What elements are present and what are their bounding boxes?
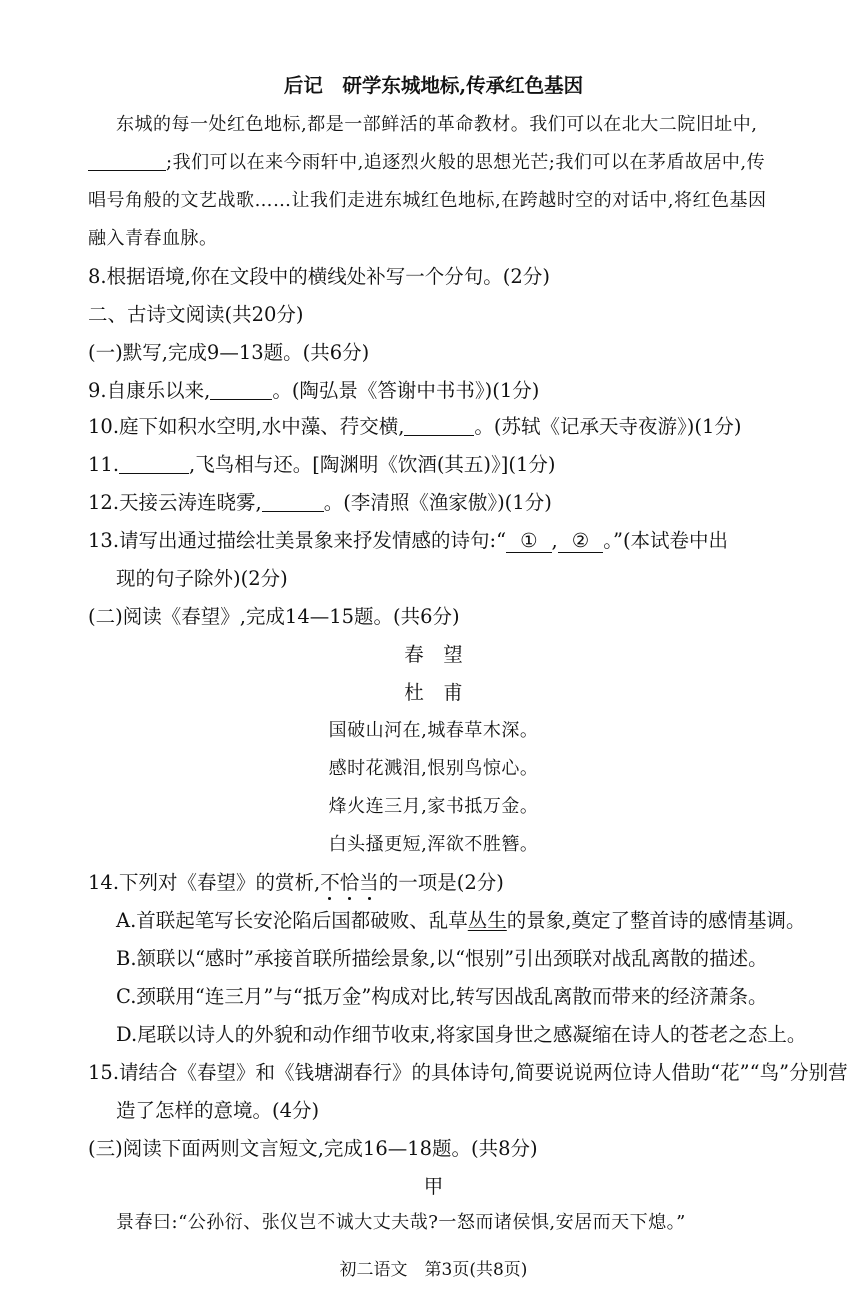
paragraph-line: 东城的每一处红色地标,都是一部鲜活的革命教材。我们可以在北大二院旧址中, — [116, 114, 758, 135]
subsection-heading: (二)阅读《春望》,完成14—15题。(共6分) — [88, 605, 460, 628]
poem-title: 春 望 — [404, 643, 463, 666]
question-12: 12.天接云涛连晓雾, 。(李清照《渔家傲》)(1分) — [88, 491, 552, 514]
fill-blank[interactable] — [119, 453, 189, 474]
question-14: 14.下列对《春望》的赏析,不恰当的一项是(2分) — [88, 871, 504, 894]
question-15-cont: 造了怎样的意境。(4分) — [116, 1099, 320, 1122]
paragraph-line: ;我们可以在来今雨轩中,追逐烈火般的思想光芒;我们可以在茅盾故居中,传 — [88, 150, 765, 176]
subsection-heading: (三)阅读下面两则文言短文,完成16—18题。(共8分) — [88, 1137, 538, 1160]
afterword-heading: 后记 研学东城地标,传承红色基因 — [283, 74, 584, 97]
question-10: 10.庭下如积水空明,水中藻、荇交横, 。(苏轼《记承天寺夜游》)(1分) — [88, 415, 742, 438]
text-label-jia: 甲 — [423, 1175, 444, 1198]
poem-line: 烽火连三月,家书抵万金。 — [328, 796, 539, 817]
fill-blank-1[interactable]: ① — [506, 530, 551, 553]
section-heading: 二、古诗文阅读(共20分) — [88, 303, 304, 326]
paragraph-line: 唱号角般的文艺战歌……让我们走进东城红色地标,在跨越时空的对话中,将红色基因 — [88, 190, 767, 211]
poem-author: 杜 甫 — [404, 681, 463, 704]
poem-line: 白头搔更短,浑欲不胜簪。 — [328, 834, 539, 855]
emphasis-text: 不恰当 — [320, 871, 379, 894]
fill-blank[interactable] — [88, 150, 166, 171]
page-footer: 初二语文 第3页(共8页) — [339, 1260, 528, 1280]
fill-blank[interactable] — [404, 415, 474, 436]
option-c[interactable]: C.颈联用“连三月”与“抵万金”构成对比,转写因战乱离散而带来的经济萧条。 — [116, 985, 768, 1008]
option-b[interactable]: B.颔联以“感时”承接首联所描绘景象,以“恨别”引出颈联对战乱离散的描述。 — [116, 947, 768, 970]
question-9: 9.自康乐以来, 。(陶弘景《答谢中书书》)(1分) — [88, 379, 540, 402]
paragraph-line: 融入青春血脉。 — [88, 228, 218, 249]
question-8: 8.根据语境,你在文段中的横线处补写一个分句。(2分) — [88, 265, 550, 288]
question-15: 15.请结合《春望》和《钱塘湖春行》的具体诗句,简要说说两位诗人借助“花”“鸟”分别营 — [88, 1061, 848, 1084]
question-13-cont: 现的句子除外)(2分) — [116, 567, 288, 590]
question-13: 13.请写出通过描绘壮美景象来抒发情感的诗句:“ ① , ② 。”(本试卷中出 — [88, 529, 729, 552]
poem-line: 国破山河在,城春草木深。 — [328, 720, 539, 741]
subsection-heading: (一)默写,完成9—13题。(共6分) — [88, 341, 370, 364]
question-11: 11. ,飞鸟相与还。[陶渊明《饮酒(其五)》](1分) — [88, 453, 556, 476]
poem-line: 感时花溅泪,恨别鸟惊心。 — [328, 758, 539, 779]
option-a[interactable]: A.首联起笔写长安沦陷后国都破败、乱草丛生的景象,奠定了整首诗的感情基调。 — [116, 909, 806, 932]
fill-blank[interactable] — [210, 379, 272, 400]
fill-blank[interactable] — [262, 491, 324, 512]
fill-blank-2[interactable]: ② — [558, 530, 603, 553]
classical-text-line: 景春曰:“公孙衍、张仪岂不诚大丈夫哉?一怒而诸侯惧,安居而天下熄。” — [116, 1212, 686, 1233]
option-d[interactable]: D.尾联以诗人的外貌和动作细节收束,将家国身世之感凝缩在诗人的苍老之态上。 — [116, 1023, 807, 1046]
